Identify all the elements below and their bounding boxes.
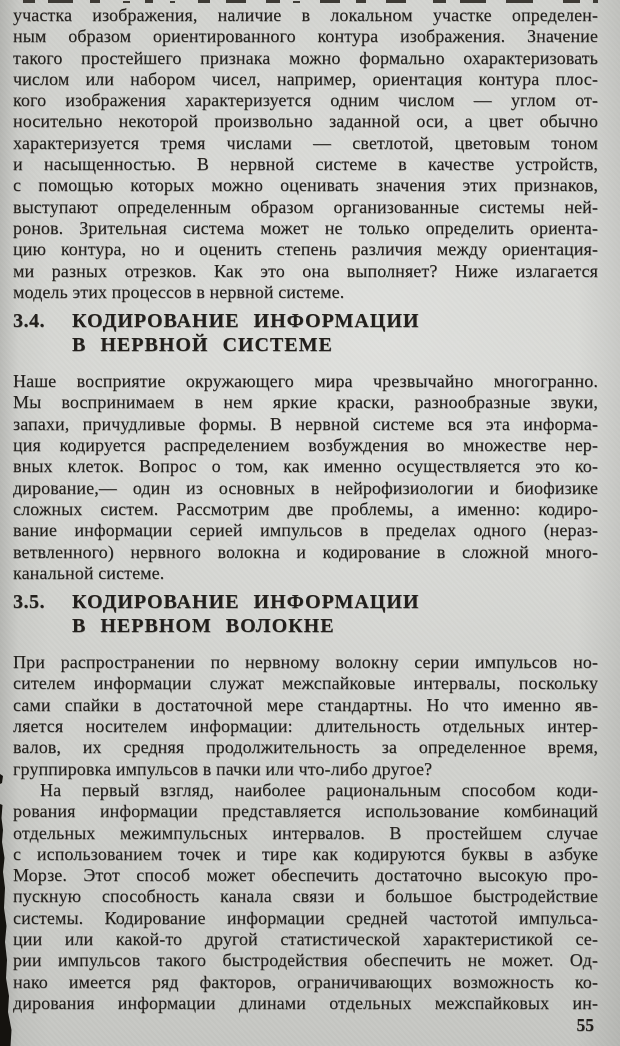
page-number: 55 <box>576 1015 594 1036</box>
text-line: ным образом ориентированного контура изображения. Значение <box>13 26 598 47</box>
text-line: сами спайки в достаточной мере стандартны. Но что именно яв- <box>13 694 598 715</box>
text-line: и насыщенностью. В нервной системе в качестве устройств, <box>13 154 598 175</box>
text-line: валов, их средняя продолжительность за определенное время, <box>13 737 598 758</box>
section-heading-line-1 <box>13 591 598 615</box>
text-line: такого простейшего признака можно формально охарактеризовать <box>13 47 598 68</box>
text-line: числом или набором чисел, например, ориентация контура плос- <box>13 68 598 89</box>
text-line: участка изображения, наличие в локальном участке определен- <box>13 5 598 25</box>
text-line: группировка импульсов в пачки или что-либо другое? <box>13 758 433 779</box>
text-line: пускную способность канала связи и большое быстродействие <box>13 886 598 907</box>
text-line: вание информации серией импульсов в пределах одного (нераз- <box>13 520 598 541</box>
section-heading-line-1 <box>13 310 598 334</box>
text-line: рии импульсов такого быстродействия обеспечить не может. Од- <box>13 950 598 971</box>
text-line: вных клеток. Вопрос о том, как именно осуществляется это ко- <box>13 456 598 477</box>
text-line: запахи, причудливые формы. В нервной системе вся эта информа- <box>13 413 598 434</box>
section-title-line-2: В НЕРВНОЙ СИСТЕМЕ <box>72 333 333 356</box>
text-line: носительно некоторой произвольно заданной оси, а цвет обычно <box>13 111 598 132</box>
section-number: 3.5. <box>13 591 45 614</box>
text-line: ветвленного) нервного волокна и кодирование в сложной много- <box>13 541 598 562</box>
section-title-line-2: В НЕРВНОМ ВОЛОКНЕ <box>72 614 335 637</box>
text-line: отдельных межимпульсных интервалов. В простейшем случае <box>13 822 598 843</box>
text-line: ми разных отрезков. Как это она выполняет? Ниже излагается <box>13 260 598 281</box>
paragraph-section-3-5-first <box>13 652 598 780</box>
section-heading-3-5 <box>13 591 598 638</box>
text-line: Наше восприятие окружающего мира чрезвычайно многогранно. <box>13 371 598 392</box>
paragraph-section-3-5-second <box>13 780 598 1014</box>
text-line: ляется носителем информации: длительность отдельных интер- <box>13 716 598 737</box>
text-line: ции или какой-то другой статистической характеристикой се- <box>13 928 598 949</box>
text-line: характеризуется тремя числами — светлотой, цветовым тоном <box>13 132 598 153</box>
text-line: ронов. Зрительная система может не только определить ориента- <box>13 217 598 238</box>
section-title: КОДИРОВАНИЕ ИНФОРМАЦИИ <box>72 310 420 333</box>
text-line: с помощью которых можно оценивать значения этих признаков, <box>13 175 598 196</box>
text-line: Морзе. Этот способ может обеспечить достаточно высокую про- <box>13 865 598 886</box>
text-line: модель этих процессов в нервной системе. <box>13 281 345 302</box>
text-line: нако имеется ряд факторов, ограничивающих возможность ко- <box>13 971 598 992</box>
text-line: рования информации представляется использование комбинаций <box>13 801 598 822</box>
section-title: КОДИРОВАНИЕ ИНФОРМАЦИИ <box>72 591 420 614</box>
text-line: На первый взгляд, наиболее рациональным способом коди- <box>40 779 598 800</box>
text-line: с использованием точек и тире как кодируются буквы в азбуке <box>13 843 598 864</box>
binding-shadow-artifact <box>0 766 16 1046</box>
text-line: При распространении по нервному волокну серии импульсов но- <box>13 652 598 673</box>
text-line: выступают определенным образом организованные системы ней- <box>13 196 598 217</box>
section-heading-3-4 <box>13 310 598 357</box>
text-line: сложных систем. Рассмотрим две проблемы, а именно: кодиро- <box>13 498 598 519</box>
paragraph-section-3-4 <box>13 371 598 584</box>
paragraph-intro-continuation <box>13 5 598 303</box>
text-line: канальной системе. <box>13 562 165 583</box>
text-line: дирования информации длинами отдельных межспайковых ин- <box>13 992 598 1013</box>
text-line: ция кодируется распределением возбуждения во множестве нер- <box>13 435 598 456</box>
text-line: сителем информации служат межспайковые интервалы, поскольку <box>13 673 598 694</box>
text-line: Мы воспринимаем в нем яркие краски, разнообразные звуки, <box>13 392 598 413</box>
text-line: дирование,— один из основных в нейрофизиологии и биофизике <box>13 477 598 498</box>
section-number: 3.4. <box>13 310 45 333</box>
text-line: кого изображения характеризуется одним числом — углом от- <box>13 90 598 111</box>
text-line: системы. Кодирование информации средней частотой импульса- <box>13 907 598 928</box>
text-line: цию контура, но и оценить степень различия между ориентация- <box>13 239 598 260</box>
